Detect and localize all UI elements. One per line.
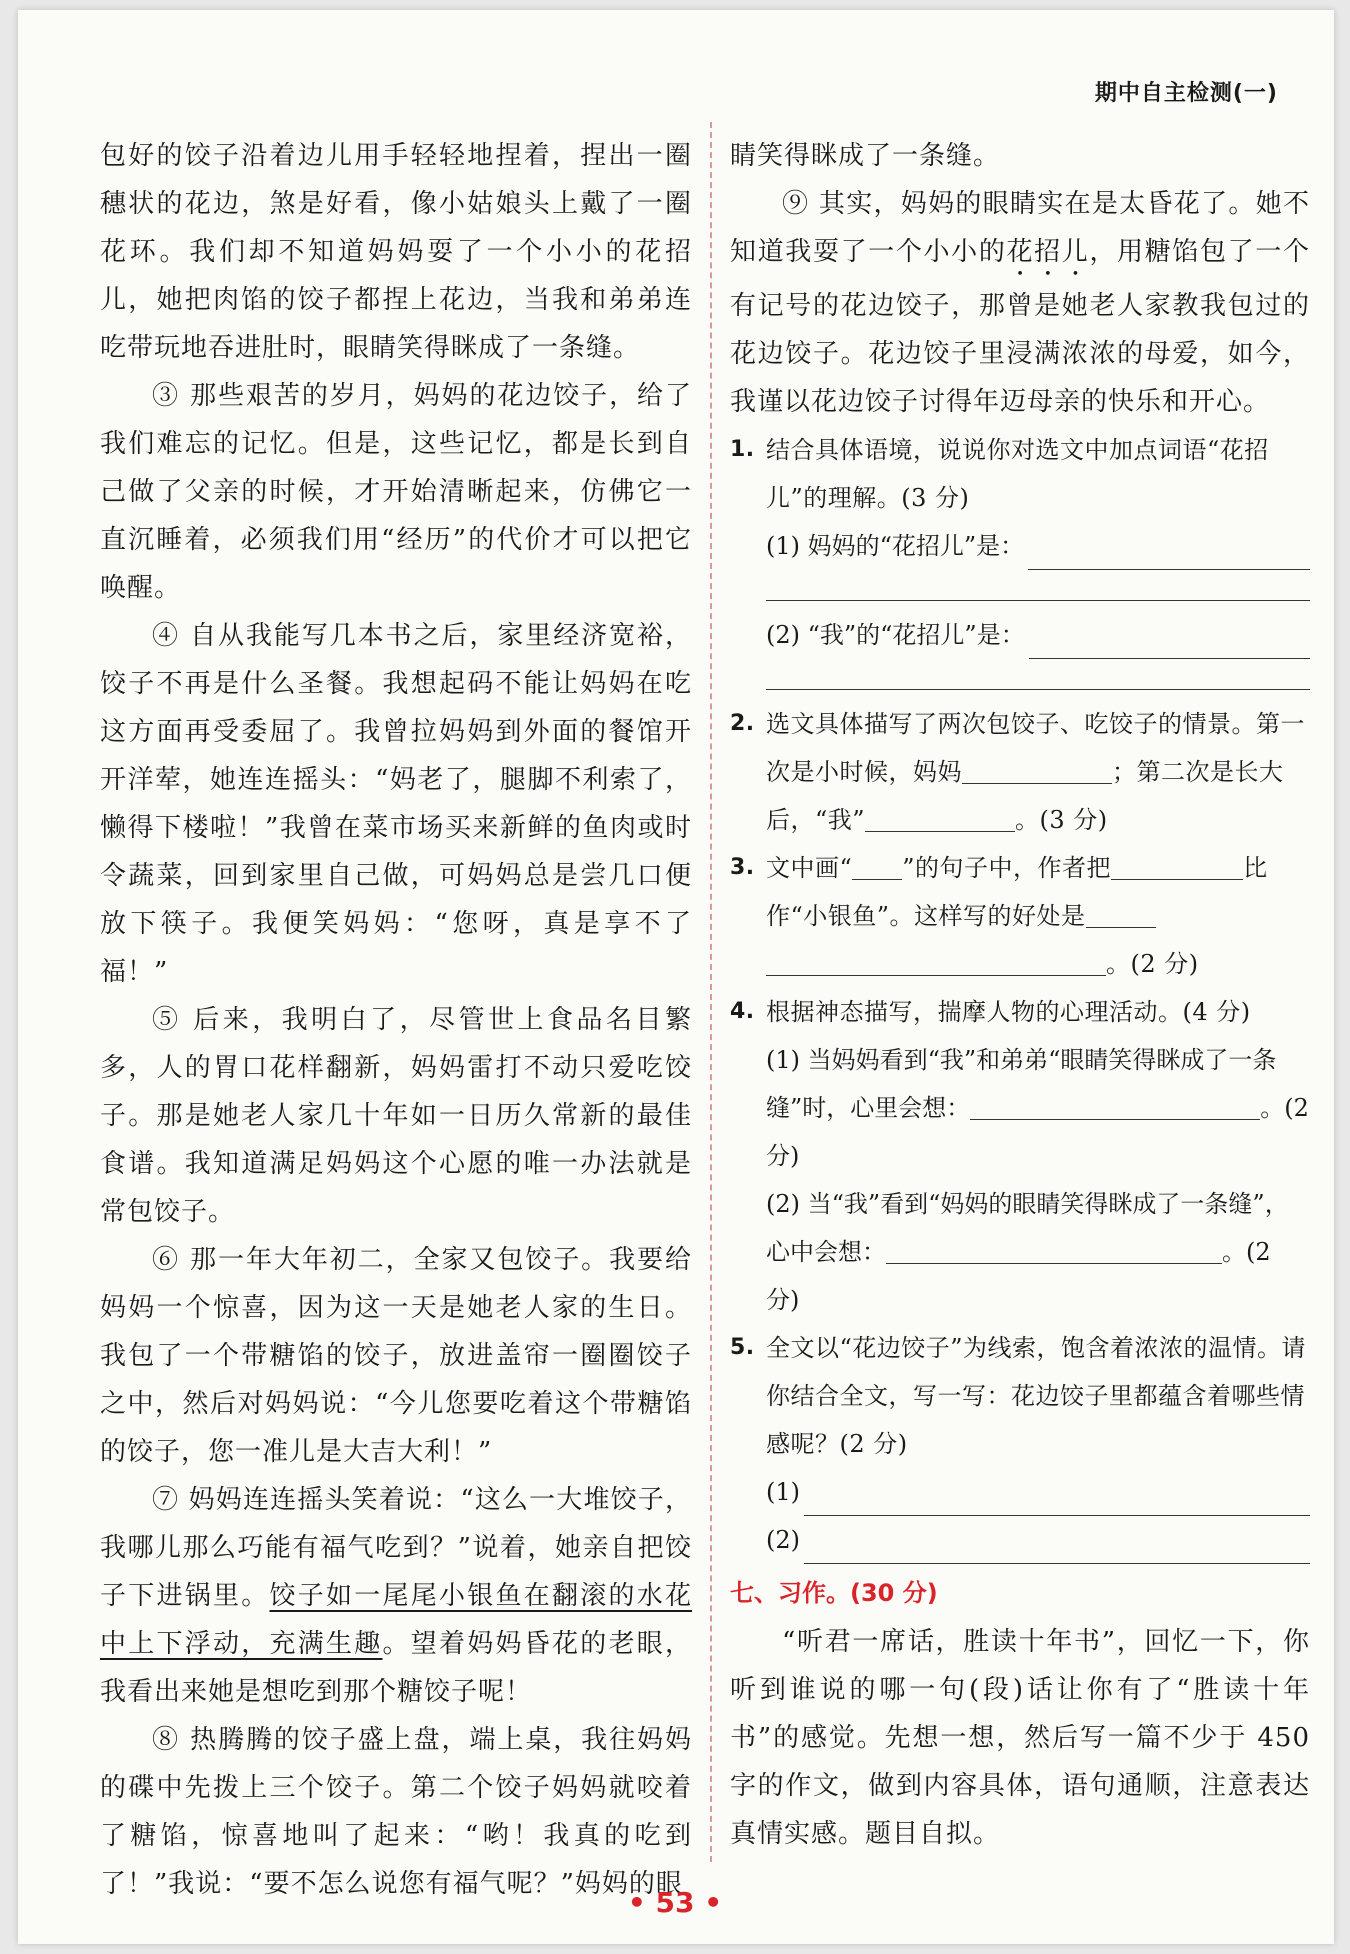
q3-blank-2[interactable] xyxy=(1086,903,1156,928)
q3-blank-1b[interactable] xyxy=(1203,855,1243,880)
q4-sub1-blank-a[interactable] xyxy=(970,1095,1150,1120)
page xyxy=(18,10,1334,1944)
q4-sub2-blank-b[interactable] xyxy=(1136,1239,1222,1264)
column-divider xyxy=(710,122,712,1862)
q3-blank-3[interactable] xyxy=(766,951,1106,976)
paragraph-cont: 包好的饺子沿着边儿用手轻轻地捏着，捏出一圈穗状的花边，煞是好看，像小姑娘头上戴了一圈花环。我们却不知道妈妈耍了一个小小的花招儿，她把肉馅的饺子都捏上花边，当我和弟弟连吃带玩地吞进肚时，眼睛笑得眯成了一条缝。 xyxy=(100,141,692,363)
paragraph-5: ⑤ 后来，我明白了，尽管世上食品名目繁多，人的胃口花样翻新，妈妈雷打不动只爱吃饺子。那是她老人家几十年如一日历久常新的最佳食谱。我知道满足妈妈这个心愿的唯一办法就是常包饺子。 xyxy=(100,1005,692,1227)
q5-ans1-line[interactable] xyxy=(804,1487,1310,1516)
question-5: 5. 全文以“花边饺子”为线索，饱含着浓浓的温情。请你结合全文，写一写：花边饺子里都蕴含着哪些情感呢？(2 分) xyxy=(730,1334,1307,1458)
q1-sub1: (1) 妈妈的“花招儿”是： xyxy=(730,522,1310,570)
page-number: • 53 • xyxy=(627,1886,723,1919)
paragraph-7: ⑦ 妈妈连连摇头笑着说：“这么一大堆饺子，我哪儿那么巧能有福气吃到？”说着，她亲自把饺子下进锅里。饺子如一尾尾小银鱼在翻滚的水花中上下浮动，充满生趣。望着妈妈昏花的老眼，我看出来她是想吃到那个糖饺子呢！ xyxy=(100,1485,692,1707)
q2-blank-1[interactable] xyxy=(962,759,1112,784)
underlined-sentence: 饺子如一尾尾小银鱼在翻滚的水花中上下浮动，充满生趣 xyxy=(100,1581,692,1659)
question-1: 1. 结合具体语境，说说你对选文中加点词语“花招儿”的理解。(3 分) xyxy=(730,436,1269,512)
q4-sub2: (2) 当“我”看到“妈妈的眼睛笑得眯成了一条缝”，心中会想： 。(2 分) xyxy=(766,1190,1289,1314)
paragraph-6: ⑥ 那一年大年初二，全家又包饺子。我要给妈妈一个惊喜，因为这一天是她老人家的生日。我包了一个带糖馅的饺子，放进盖帘一圈圈饺子之中，然后对妈妈说：“今儿您要吃着这个带糖馅的饺子，您一准儿是大吉大利！” xyxy=(100,1245,692,1467)
q3-blank-1[interactable] xyxy=(1111,855,1203,880)
paragraph-4: ④ 自从我能写几本书之后，家里经济宽裕，饺子不再是什么圣餐。我想起码不能让妈妈在吃这方面再受委屈了。我曾拉妈妈到外面的餐馆开开洋荤，她连连摇头：“妈老了，腿脚不利索了，懒得下楼啦！”我曾在菜市场买来新鲜的鱼肉或时令蔬菜，回到家里自己做，可妈妈总是尝几口便放下筷子。我便笑妈妈：“您呀，真是享不了福！” xyxy=(100,621,692,987)
question-3: 3. 文中画“ ”的句子中，作者把 比作“小银鱼”。这样写的好处是。(2 分) xyxy=(730,854,1268,978)
q4-sub1-blank-b[interactable] xyxy=(1150,1095,1260,1120)
q4-sub2-blank-a[interactable] xyxy=(886,1239,1136,1264)
section-7-title: 七、习作。(30 分) xyxy=(730,1579,938,1607)
q4-sub1: (1) 当妈妈看到“我”和弟弟“眼睛笑得眯成了一条缝”时，心里会想： 。(2 分) xyxy=(766,1046,1309,1170)
page-header: 期中自主检测(一) xyxy=(1094,81,1278,106)
question-2: 2. 选文具体描写了两次包饺子、吃饺子的情景。第一次是小时候，妈妈 ；第二次是长大后，“我” 。(3 分) xyxy=(730,710,1305,834)
q2-blank-2[interactable] xyxy=(865,807,1015,832)
question-4: 4. 根据神态描写，揣摩人物的心理活动。(4 分) xyxy=(730,998,1251,1026)
paragraph-8-cont: 睛笑得眯成了一条缝。 xyxy=(730,141,1001,171)
q5-ans2: (2) xyxy=(730,1516,1310,1564)
q1-sub2-line[interactable] xyxy=(766,659,1310,690)
section-7-text: “听君一席话，胜读十年书”，回忆一下，你听到谁说的哪一句(段)话让你有了“胜读十年书”的感觉。先想一想，然后写一篇不少于 450 字的作文，做到内容具体，语句通顺，注意表达真情实感。题目自拟。 xyxy=(730,1627,1310,1849)
q1-sub2-blank[interactable] xyxy=(1029,630,1310,659)
paragraph-9: ⑨ 其实，妈妈的眼睛实在是太昏花了。她不知道我耍了一个小小的花招儿，用糖馅包了一个有记号的花边饺子，那曾是她老人家教我包过的花边饺子。花边饺子里浸满浓浓的母爱，如今，我谨以花边饺子讨得年迈母亲的快乐和开心。 xyxy=(730,189,1310,417)
q1-sub1-blank[interactable] xyxy=(1028,541,1310,570)
q1-sub2: (2) “我”的“花招儿”是： xyxy=(730,611,1310,659)
dotted-word: 花招儿 xyxy=(1006,237,1090,267)
q5-ans2-line[interactable] xyxy=(804,1535,1310,1564)
q5-ans1: (1) xyxy=(730,1468,1310,1516)
paragraph-3: ③ 那些艰苦的岁月，妈妈的花边饺子，给了我们难忘的记忆。但是，这些记忆，都是长到自己做了父亲的时候，才开始清晰起来，仿佛它一直沉睡着，必须我们用“经历”的代价才可以把它唤醒。 xyxy=(100,381,692,603)
paragraph-8: ⑧ 热腾腾的饺子盛上盘，端上桌，我往妈妈的碟中先拨上三个饺子。第二个饺子妈妈就咬着了糖馅，惊喜地叫了起来：“哟！我真的吃到了！”我说：“要不怎么说您有福气呢？”妈妈的眼 xyxy=(100,1725,692,1899)
left-column xyxy=(100,132,692,1908)
q1-sub1-line[interactable] xyxy=(766,570,1310,601)
q3-underline-sample xyxy=(852,855,902,880)
right-column xyxy=(730,132,1310,1858)
